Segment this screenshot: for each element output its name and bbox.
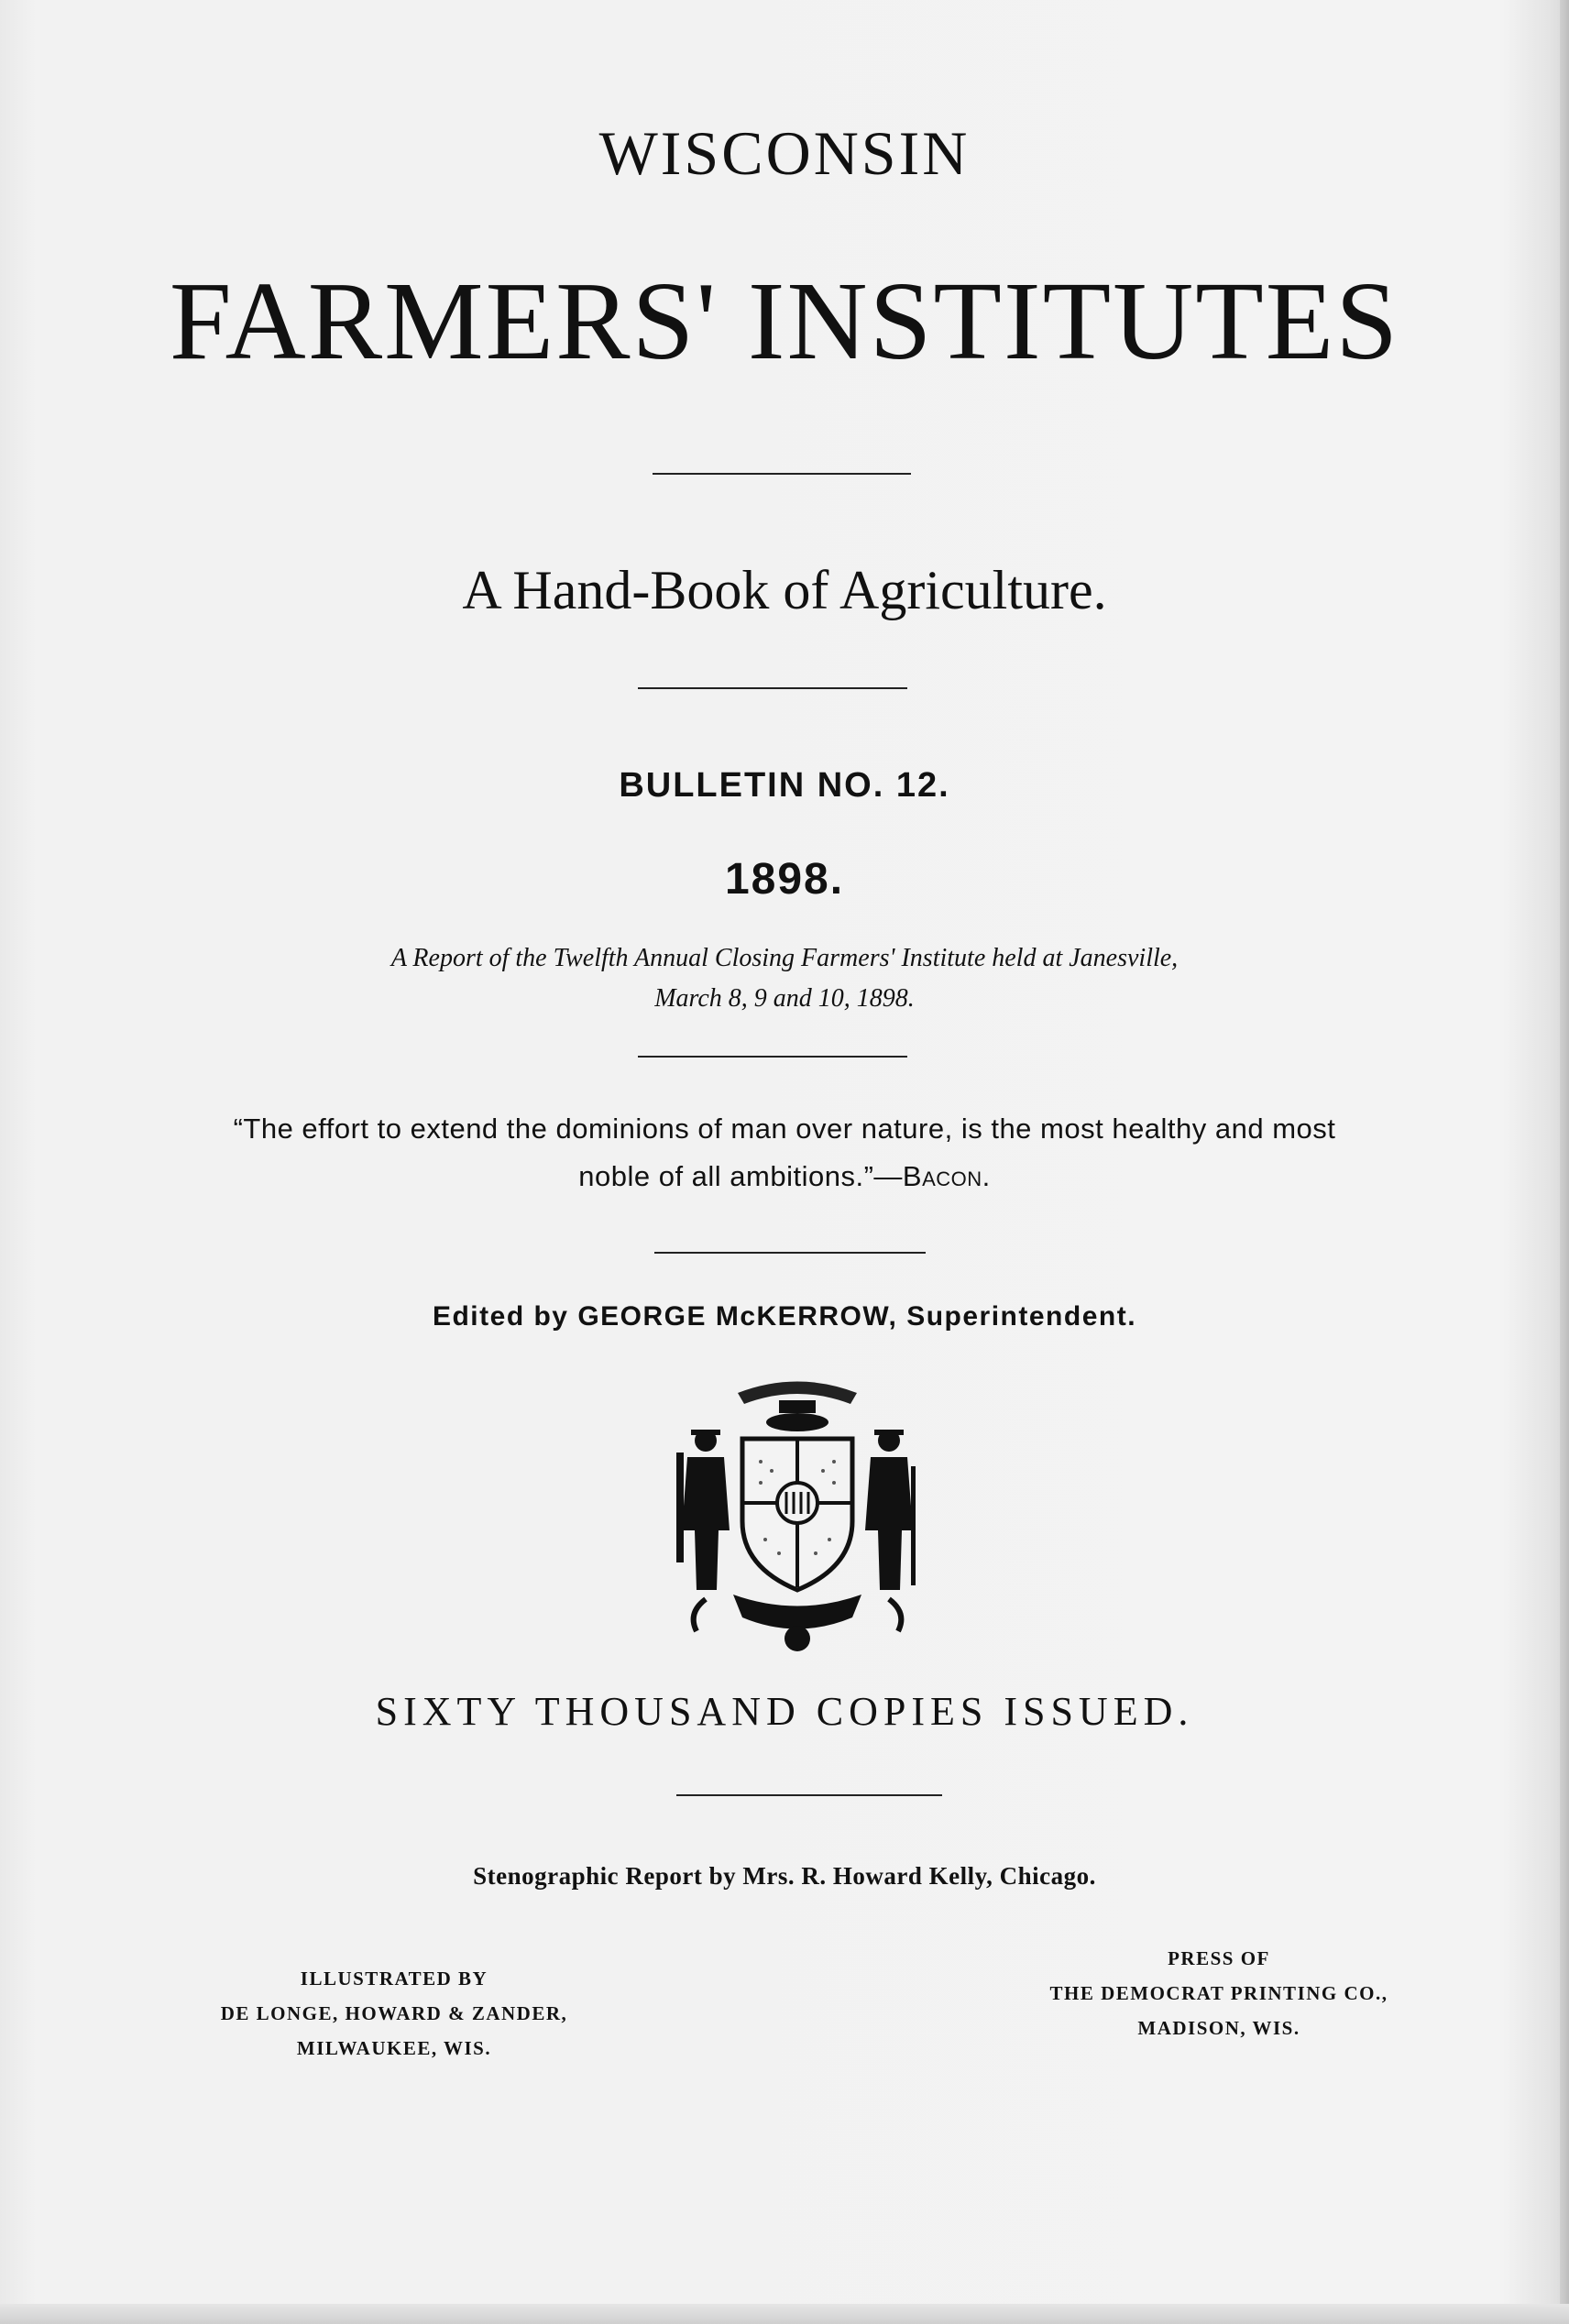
- page-title: FARMERS' INSTITUTES: [169, 259, 1400, 383]
- page-edge-bottom: [0, 2304, 1569, 2324]
- stenographer-credit: Stenographic Report by Mrs. R. Howard Kelly, Chicago.: [473, 1862, 1096, 1890]
- divider-4: [654, 1252, 926, 1254]
- quote-author: Bacon.: [902, 1160, 991, 1192]
- wisconsin-state-seal-icon: [669, 1365, 926, 1659]
- bulletin-number: BULLETIN NO. 12.: [619, 766, 950, 805]
- illustrator-credit: [192, 1961, 596, 2066]
- printer-line-1: PRESS OF: [1168, 1947, 1270, 1969]
- report-description: [0, 938, 1569, 1019]
- printer-credit: [1017, 1941, 1421, 2045]
- printer-line-2: THE DEMOCRAT PRINTING CO.,: [1049, 1982, 1388, 2004]
- divider-5: [676, 1794, 942, 1796]
- illustrator-line-2: DE LONGE, HOWARD & ZANDER,: [220, 2002, 568, 2024]
- epigraph-quote: [0, 1105, 1569, 1200]
- printer-line-3: MADISON, WIS.: [1137, 2017, 1300, 2039]
- state-heading: WISCONSIN: [598, 118, 971, 188]
- page-subtitle: A Hand-Book of Agriculture.: [462, 560, 1107, 620]
- illustrator-line-1: ILLUSTRATED BY: [300, 1968, 488, 1990]
- editor-credit: Edited by GEORGE McKERROW, Superintendent.: [432, 1301, 1137, 1332]
- bulletin-year: 1898.: [724, 855, 845, 904]
- divider-3: [638, 1056, 907, 1058]
- report-line-1: A Report of the Twelfth Annual Closing Farmers' Institute held at Janesville,: [390, 944, 1179, 972]
- quote-text: “The effort to extend the dominions of man over nature, is the most healthy and most noble of all ambitions.”—: [233, 1113, 1336, 1192]
- divider-1: [653, 473, 911, 475]
- report-line-2: March 8, 9 and 10, 1898.: [654, 984, 915, 1013]
- illustrator-line-3: MILWAUKEE, WIS.: [296, 2037, 492, 2059]
- copies-issued: SIXTY THOUSAND COPIES ISSUED.: [375, 1689, 1194, 1734]
- divider-2: [638, 687, 907, 689]
